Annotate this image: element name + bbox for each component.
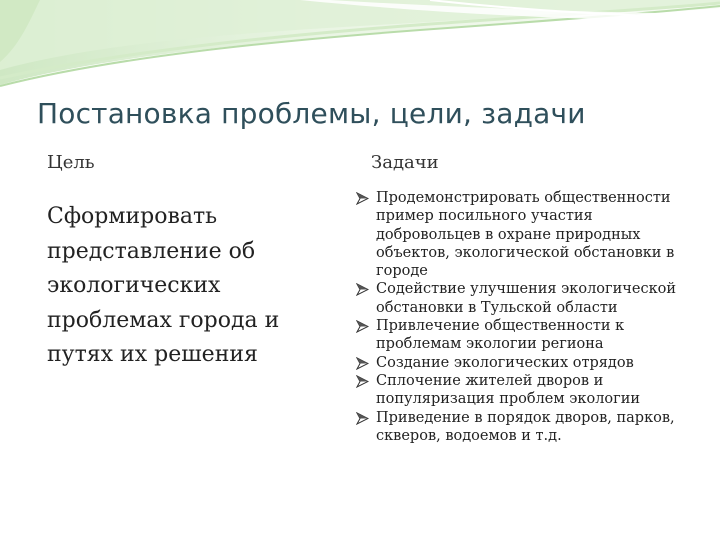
arrowhead-bullet-icon (356, 357, 369, 370)
task-text: Привлечение общественности к проблемам экологии региона (376, 318, 625, 353)
task-text: Содействие улучшения экологической обстановки в Тульской области (376, 281, 677, 316)
arrowhead-bullet-icon (356, 192, 369, 205)
arrowhead-bullet-icon (356, 320, 369, 333)
decorative-green-waves (0, 0, 720, 110)
task-item (356, 280, 701, 317)
goal-text: Сформировать представление об экологических проблемах города и путях их решения (47, 204, 280, 367)
task-item (356, 354, 701, 372)
arrowhead-bullet-icon (356, 283, 369, 296)
arrowhead-bullet-icon (356, 375, 369, 388)
tasks-header: Задачи (371, 152, 439, 173)
tasks-list (356, 189, 701, 445)
slide-title: Постановка проблемы, цели, задачи (37, 97, 586, 130)
task-text: Создание экологических отрядов (376, 354, 634, 371)
arrowhead-bullet-icon (356, 412, 369, 425)
task-text: Сплочение жителей дворов и популяризация проблем экологии (376, 372, 641, 408)
task-item (356, 372, 701, 409)
goal-header: Цель (47, 152, 95, 173)
task-item (356, 317, 701, 354)
task-item (356, 189, 701, 280)
task-text: Приведение в порядок дворов, парков, скверов, водоемов и т.д. (376, 409, 675, 444)
task-item (356, 409, 701, 446)
task-text: Продемонстрировать общественности пример посильного участия добровольцев в охране природных объектов, экологической обстановки в городе (376, 190, 675, 280)
